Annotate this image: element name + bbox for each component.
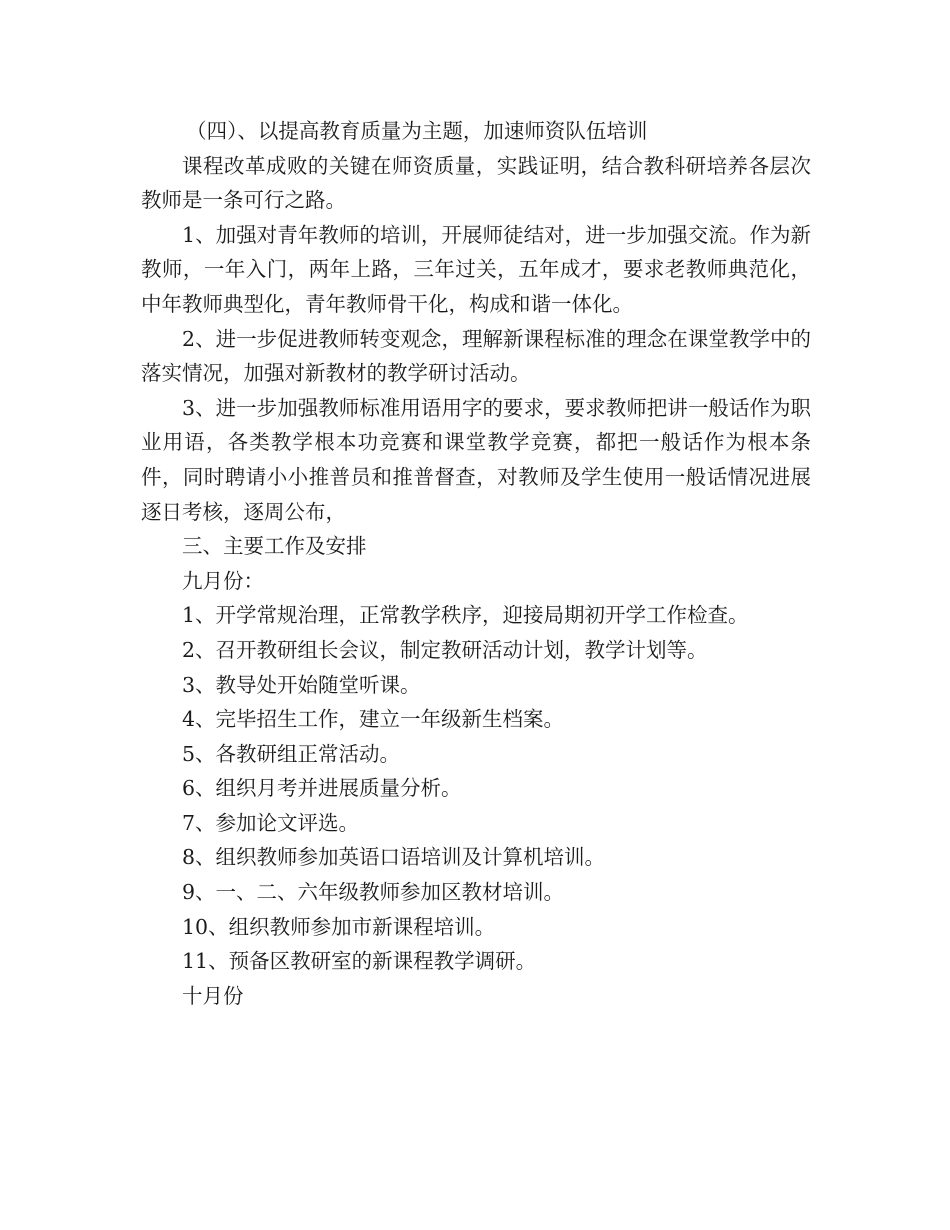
month-heading: 十月份 [182, 983, 244, 1008]
list-item: 4、完毕招生工作，建立一年级新生档案。 [182, 707, 565, 732]
list-item: 7、参加论文评选。 [182, 810, 360, 835]
section-heading: 三、主要工作及安排 [182, 534, 367, 559]
list-item: 11、预备区教研室的新课程教学调研。 [182, 949, 537, 974]
list-item: 5、各教研组正常活动。 [182, 741, 401, 766]
list-item: 10、组织教师参加市新课程培训。 [182, 914, 496, 939]
paragraph: 2、进一步促进教师转变观念，理解新课程标准的理念在课堂教学中的落实情况，加强对新教材的教学研讨活动。 [141, 326, 811, 386]
list-item: 3、教导处开始随堂听课。 [182, 672, 421, 697]
list-item: 8、组织教师参加英语口语培训及计算机培训。 [182, 845, 606, 870]
section-heading: （四）、以提高教育质量为主题，加速师资队伍培训 [186, 119, 648, 143]
list-item: 2、召开教研组长会议，制定教研活动计划，教学计划等。 [182, 637, 708, 662]
paragraph: 课程改革成败的关键在师资质量，实践证明，结合教科研培养各层次教师是一条可行之路。 [141, 153, 811, 213]
list-item: 1、开学常规治理，正常教学秩序，迎接局期初开学工作检查。 [182, 603, 749, 628]
document-body [141, 114, 811, 1013]
month-heading: 九月份： [182, 568, 264, 593]
paragraph: 3、进一步加强教师标准用语用字的要求，要求教师把讲一般话作为职业用语，各类教学根本功竞赛和课堂教学竞赛，都把一般话作为根本条件，同时聘请小小推普员和推普督查，对教师及学生使用一般话情况进展逐日考核，逐周公布， [141, 395, 811, 524]
list-item: 6、组织月考并进展质量分析。 [182, 776, 462, 801]
list-item: 9、一、二、六年级教师参加区教材培训。 [182, 880, 565, 905]
paragraph: 1、加强对青年教师的培训，开展师徒结对，进一步加强交流。作为新教师，一年入门，两年上路，三年过关，五年成才，要求老教师典范化，中年教师典型化，青年教师骨干化，构成和谐一体化。 [141, 222, 811, 316]
